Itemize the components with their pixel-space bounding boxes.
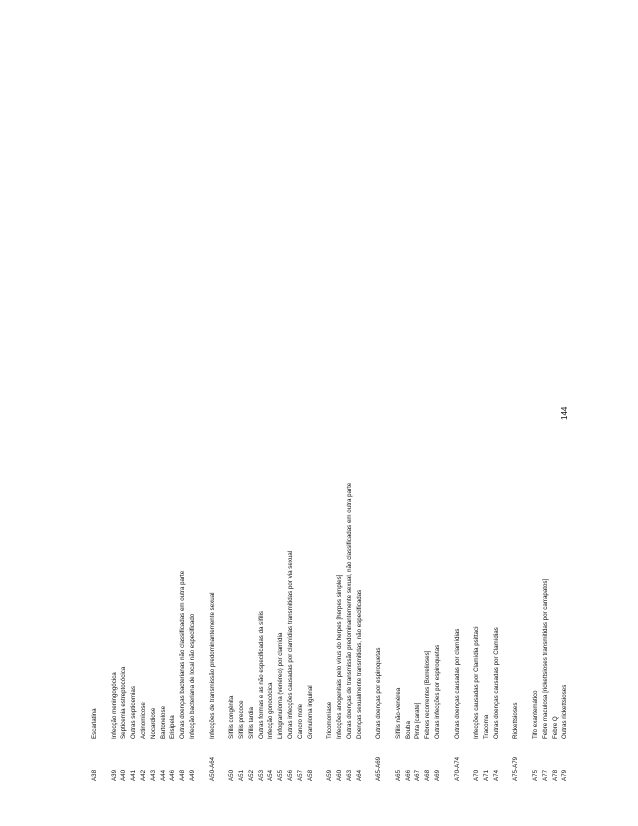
icd-code: A56 xyxy=(287,769,294,781)
icd-code: A43 xyxy=(149,769,157,781)
icd-code: A57 xyxy=(296,769,304,781)
page-number-text: 144 xyxy=(560,406,569,420)
icd-description: Nocardiose xyxy=(149,707,157,739)
icd-code: A68 xyxy=(424,769,432,781)
icd-code: A59 xyxy=(326,769,334,781)
icd-description: Tracoma xyxy=(483,714,490,739)
icd-code: A41 xyxy=(130,769,138,781)
icd-code: A64 xyxy=(355,769,363,781)
icd-code: A50-A64 xyxy=(208,756,216,781)
icd-code: A55 xyxy=(277,769,285,781)
icd-code: A48 xyxy=(179,769,187,781)
icd-code: A44 xyxy=(159,769,167,781)
icd-code: A53 xyxy=(257,769,265,781)
icd-description: Actinomicose xyxy=(140,702,147,739)
icd-description: Bartonelose xyxy=(159,705,167,739)
icd-description: Outras infecções por espiroquetas xyxy=(434,644,441,739)
icd-code: A70-A74 xyxy=(453,756,461,781)
icd-description: Granuloma inguinal xyxy=(306,685,314,739)
icd-code: A60 xyxy=(336,769,343,781)
icd-code: A58 xyxy=(306,769,314,781)
icd-description: Sífilis congênita xyxy=(228,695,236,739)
icd-description: Erisipela xyxy=(169,715,177,739)
icd-code: A54 xyxy=(267,769,275,781)
icd-description: Infecção gonocócica xyxy=(267,682,275,739)
icd-description: Outras formas e as não especificadas da sífilis xyxy=(257,611,265,739)
icd-code: A50 xyxy=(228,769,236,781)
icd-description: Outras doenças causadas por Clamídias xyxy=(492,627,500,739)
icd-code: A63 xyxy=(345,769,353,781)
icd-code: A39 xyxy=(110,769,118,781)
icd-description: Infecções de transmissão predominantemente sexual xyxy=(208,592,216,739)
icd-code: A75-A79 xyxy=(512,756,520,781)
icd-description: Infecção meningogócica xyxy=(110,672,118,739)
icd-code: A65 xyxy=(394,769,402,781)
icd-code: A65-A69 xyxy=(375,756,383,781)
icd-description: Tricomoníase xyxy=(326,701,334,739)
icd-code: A71 xyxy=(483,769,490,781)
icd-description: Linfogranuloma (venéreo) por clamídia xyxy=(277,632,285,739)
icd-code: A78 xyxy=(551,769,559,781)
icd-description: Outras doenças bacterianas não classificadas em outra parte xyxy=(179,570,187,739)
icd-code: A74 xyxy=(492,769,500,781)
icd-description: Outras septicemias xyxy=(130,686,138,739)
icd-code: A79 xyxy=(561,769,569,781)
icd-code: A51 xyxy=(238,769,245,781)
icd-description: Pinta [carate] xyxy=(414,702,422,739)
icd-description: Sífilis precoce xyxy=(238,700,245,739)
icd-description: Doenças sexualmente transmitidas, não especificadas xyxy=(355,589,363,739)
icd-description: Infecções causadas por Clamídia psittaci xyxy=(473,626,481,739)
icd-description: Febres recorrentes [Borrelioses] xyxy=(424,650,432,739)
icd-code: A69 xyxy=(434,769,441,781)
page-number xyxy=(560,398,572,422)
icd-description: Septicemia estreptocócica xyxy=(120,666,128,739)
icd-code: A42 xyxy=(140,769,147,781)
icd-code: A49 xyxy=(189,769,196,781)
icd-description: Infecção bacteriana de local não especificado xyxy=(189,613,196,739)
icd-description: Sífilis não-venérea xyxy=(394,687,402,739)
icd-code: A67 xyxy=(414,769,422,781)
icd-code: A40 xyxy=(120,769,128,781)
icd-description: Escarlatina xyxy=(91,708,98,739)
icd-description: Outras doenças causadas por clamídias xyxy=(453,628,461,739)
icd-code: A52 xyxy=(247,769,255,781)
icd-description: Outras rickettsioses xyxy=(561,684,569,739)
icd-code: A70 xyxy=(473,769,481,781)
icd-description: Infecções anogenitais pelo vírus do herpes [herpes simples] xyxy=(336,574,343,739)
icd-description: Bouba xyxy=(404,721,412,739)
icd-description: Outras doenças por espiroquetas xyxy=(375,647,383,739)
icd-code: A66 xyxy=(404,769,412,781)
icd-code: A38 xyxy=(91,769,98,781)
icd-description: Febre maculosa [rickettsioses transmitidas por carrapatos] xyxy=(541,578,549,739)
icd-description: Rickettsioses xyxy=(512,702,520,739)
icd-description: Cancro mole xyxy=(296,703,304,739)
rotated-content xyxy=(90,1,638,781)
icd-description: Sífilis tardia xyxy=(247,707,255,739)
icd-description: Outras infecções causadas por clamídias transmitidas por via sexual xyxy=(287,550,294,739)
icd-code: A75 xyxy=(532,769,539,781)
icd-description: Outras doenças de transmissão predominantemente sexual, não classificadas em outra parte xyxy=(345,482,353,739)
icd-code: A46 xyxy=(169,769,177,781)
icd-description: Febre Q xyxy=(551,716,559,739)
icd-code: A77 xyxy=(541,769,549,781)
icd-description: Tifo exantemático xyxy=(532,690,539,739)
